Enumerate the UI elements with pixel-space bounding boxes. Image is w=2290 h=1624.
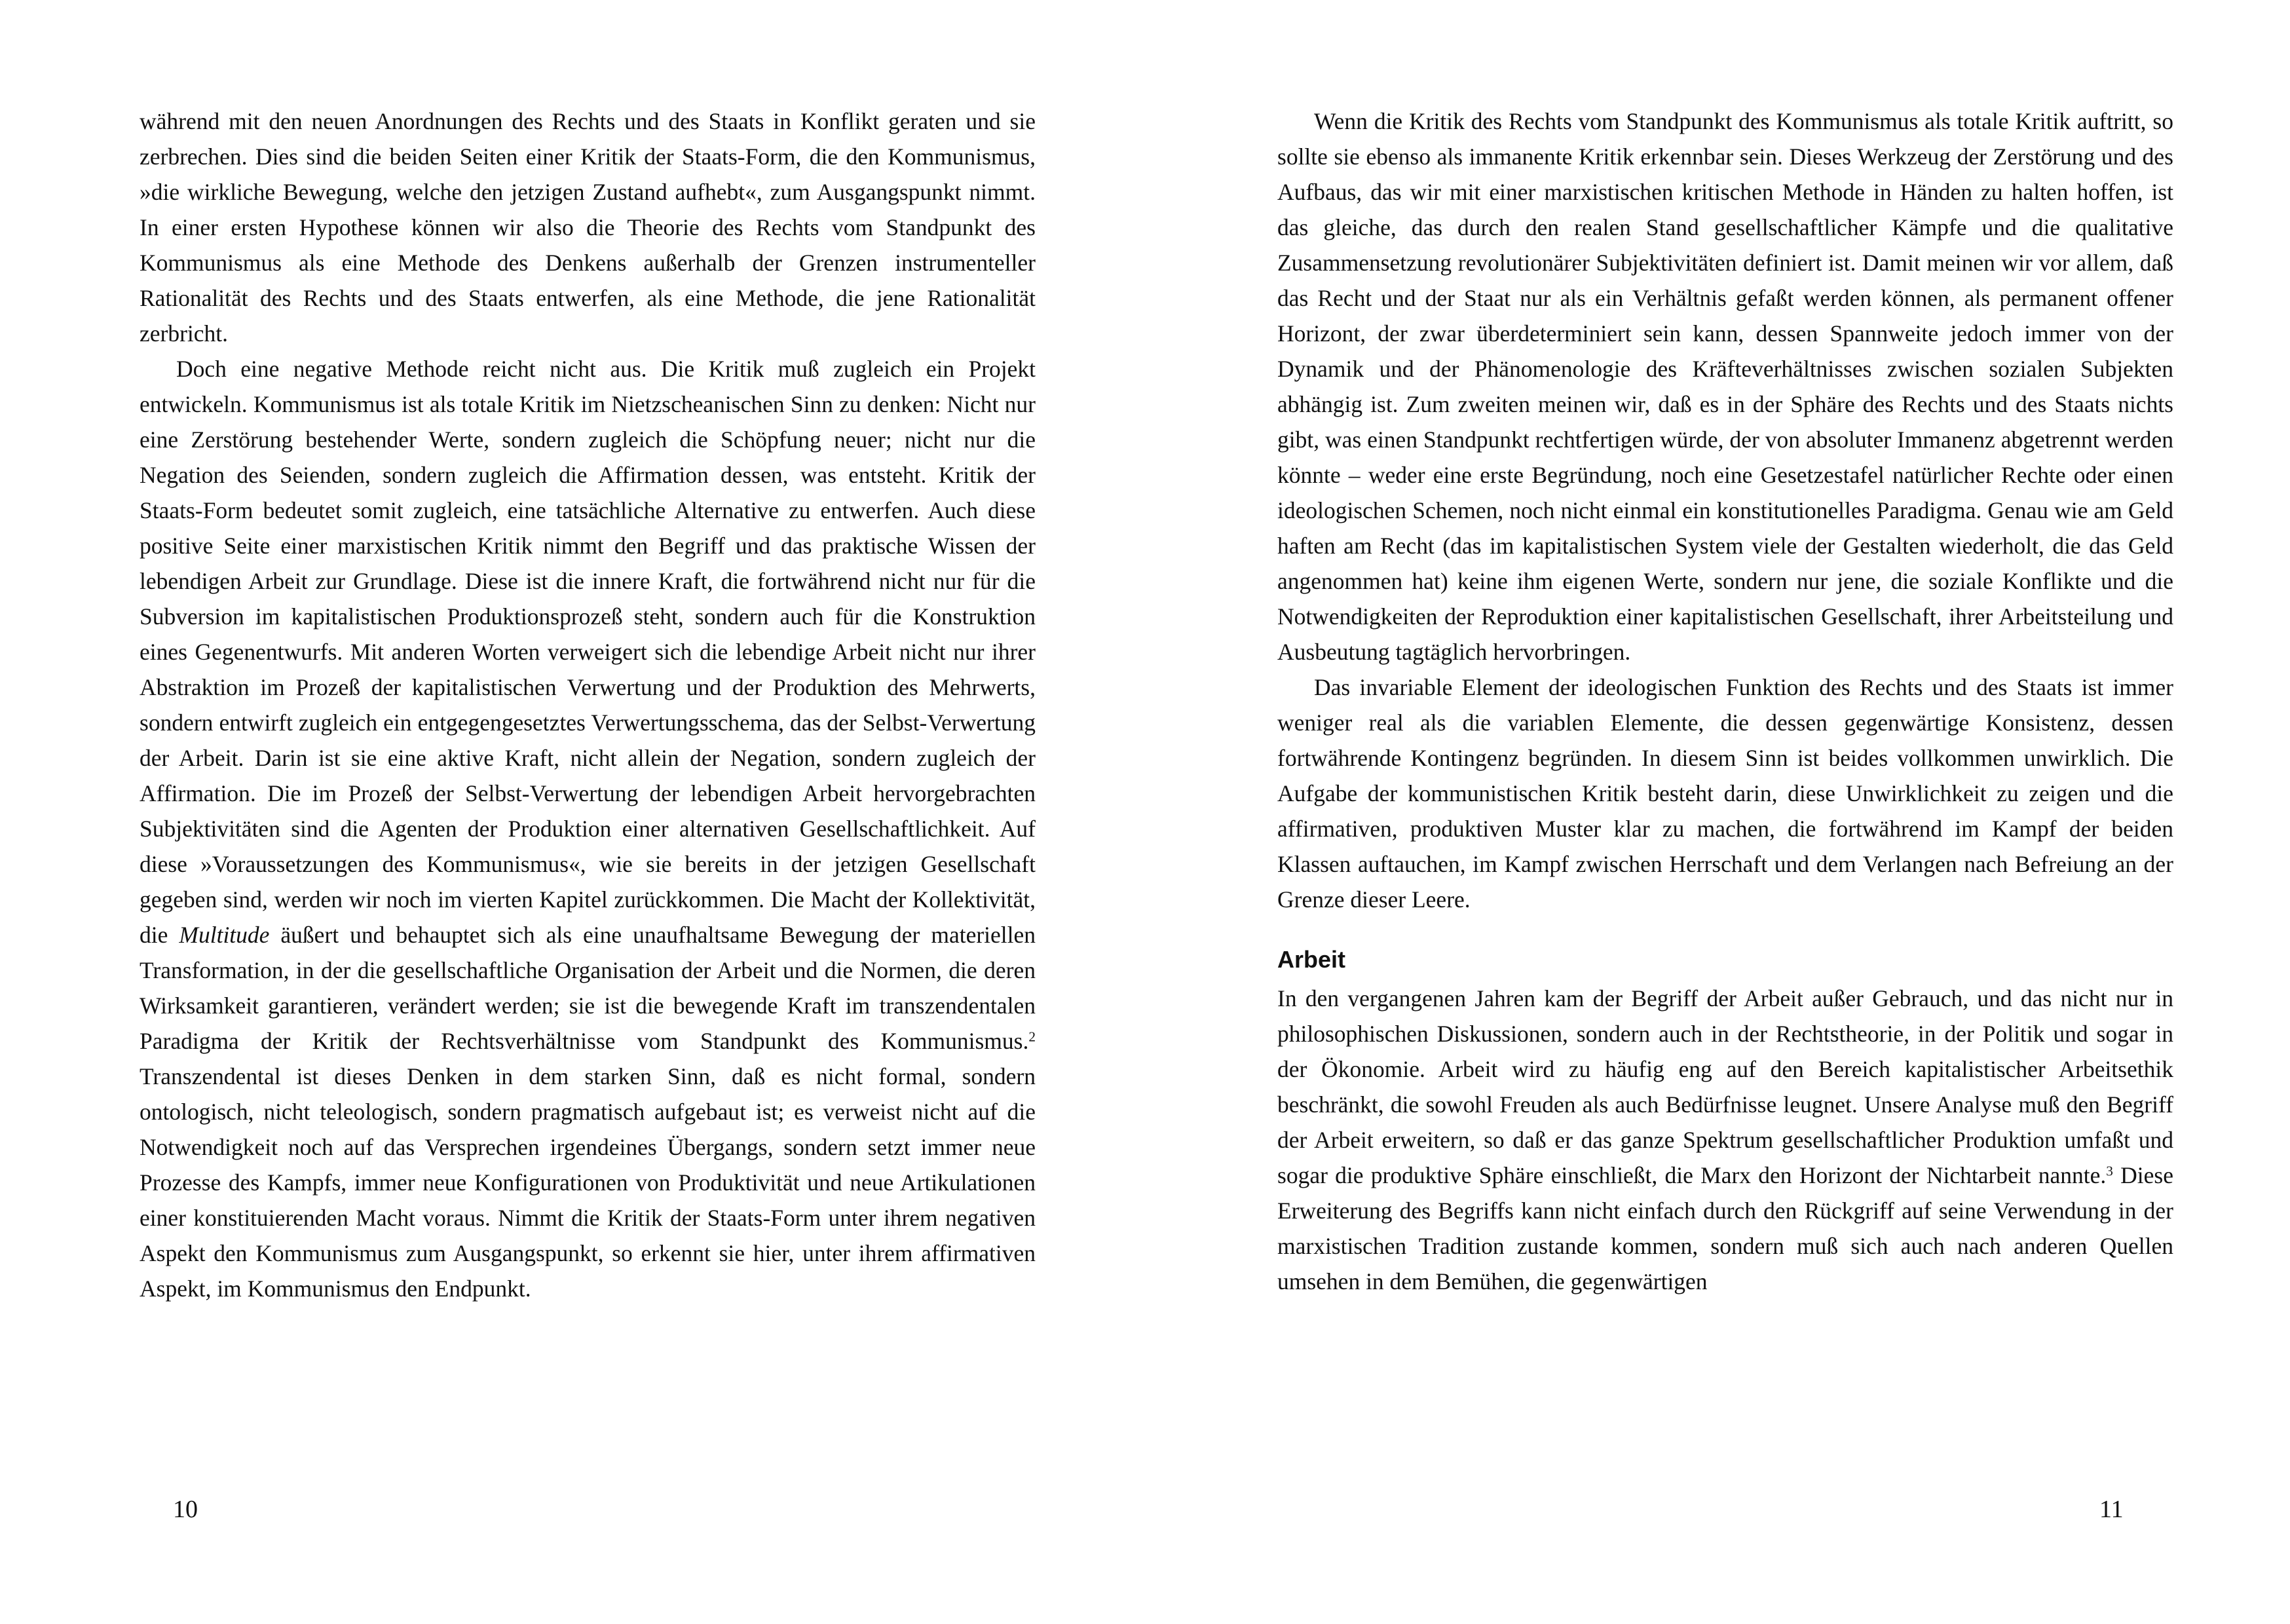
page-number: 10: [173, 1496, 198, 1523]
paragraph: [1277, 981, 2173, 1299]
footnote-ref: 2: [1028, 1029, 1036, 1045]
italic-term: Multitude: [179, 922, 270, 948]
text-segment: während mit den neuen Anordnungen des Rechts und des Staats in Konflikt geraten und sie zerbrechen. Dies sind die beiden Seiten einer Kritik der Staats-Form, die den Kommunismus, »die wirkliche Bewegung, welche den jetzigen Zustand aufhebt«, zum Ausgangspunkt nimmt. In einer ersten Hypothese können wir also die Theorie des Rechts vom Standpunkt des Kommunismus als eine Methode des Denkens außerhalb der Grenzen instrumenteller Rationalität des Rechts und des Staats entwerfen, als eine Methode, die jene Rationalität zerbricht.: [140, 108, 1036, 347]
footnote-ref: 3: [2106, 1163, 2113, 1179]
text-segment: Doch eine negative Methode reicht nicht aus. Die Kritik muß zugleich ein Projekt entwickeln. Kommunismus ist als totale Kritik im Nietzscheanischen Sinn zu denken: Nicht nur eine Zerstörung bestehender Werte, sondern zugleich die Schöpfung neuer; nicht nur die Negation des Seienden, sondern zugleich die Affirmation dessen, was entsteht. Kritik der Staats-Form bedeutet somit zugleich, eine tatsächliche Alternative zu entwerfen. Auch diese positive Seite einer marxistischen Kritik nimmt den Begriff und das praktische Wissen der lebendigen Arbeit zur Grundlage. Diese ist die innere Kraft, die fortwährend nicht nur für die Subversion im kapitalistischen Produktionsprozeß steht, sondern auch für die Konstruktion eines Gegenentwurfs. Mit anderen Worten verweigert sich die lebendige Arbeit nicht nur ihrer Abstraktion im Prozeß der kapitalistischen Verwertung und der Produktion des Mehrwerts, sondern entwirft zugleich ein entgegengesetztes Verwertungsschema, das der Selbst-Verwertung der Arbeit. Darin ist sie eine aktive Kraft, nicht allein der Negation, sondern zugleich der Affirmation. Die im Prozeß der Selbst-Verwertung der lebendigen Arbeit hervorgebrachten Subjektivitäten sind die Agenten der Produktion einer alternativen Gesellschaftlichkeit. Auf diese »Voraussetzungen des Kommunismus«, wie sie bereits in der jetzigen Gesellschaft gegeben sind, werden wir noch im vierten Kapitel zurückkommen. Die Macht der Kollektivität, die: [140, 356, 1036, 948]
section-heading: Arbeit: [1277, 946, 1346, 973]
text-segment: Transzendental ist dieses Denken in dem starken Sinn, daß es nicht formal, sondern ontologisch, nicht teleologisch, sondern pragmatisch aufgebaut ist; es verweist nicht auf die Notwendigkeit noch auf das Versprechen irgendeines Übergangs, sondern setzt immer neue Prozesse des Kampfs, immer neue Konfigurationen von Produktivität und neue Artikulationen einer konstituierenden Macht voraus. Nimmt die Kritik der Staats-Form unter ihrem negativen Aspekt den Kommunismus zum Ausgangspunkt, so erkennt sie hier, unter ihrem affirmativen Aspekt, im Kommunismus den Endpunkt.: [140, 1063, 1036, 1302]
paragraph: [1277, 670, 2173, 917]
paragraph: [140, 104, 1036, 351]
right-page-body: [1277, 104, 2173, 1299]
text-segment: In den vergangenen Jahren kam der Begriff der Arbeit außer Gebrauch, und das nicht nur in philosophischen Diskussionen, sondern auch in der Rechtstheorie, in der Politik und sogar in der Ökonomie. Arbeit wird zu häufig eng auf den Bereich kapitalistischer Arbeitsethik beschränkt, die sowohl Freuden als auch Bedürfnisse leugnet. Unsere Analyse muß den Begriff der Arbeit erweitern, so daß er das ganze Spektrum gesellschaftlicher Produktion umfaßt und sogar die produktive Sphäre einschließt, die Marx den Horizont der Nichtarbeit nannte.: [1277, 985, 2173, 1188]
text-segment: äußert und behauptet sich als eine unaufhaltsame Bewegung der materiellen Transformation, in der die gesellschaftliche Organisation der Arbeit und die Normen, die deren Wirksamkeit garantieren, verändert werden; sie ist die bewegende Kraft im transzendentalen Paradigma der Kritik der Rechtsverhältnisse vom Standpunkt des Kommunismus.: [140, 922, 1036, 1054]
left-page-body: [140, 104, 1036, 1306]
paragraph: [1277, 104, 2173, 670]
text-segment: Diese Erweiterung des Begriffs kann nicht einfach durch den Rückgriff auf seine Verwendung in der marxistischen Tradition zustande kommen, sondern muß sich auch nach anderen Quellen umsehen in dem Bemühen, die gegenwärtigen: [1277, 1162, 2173, 1294]
paragraph: [140, 351, 1036, 1306]
page-number: 11: [2099, 1496, 2124, 1523]
text-segment: Wenn die Kritik des Rechts vom Standpunkt des Kommunismus als totale Kritik auftritt, so sollte sie ebenso als immanente Kritik erkennbar sein. Dieses Werkzeug der Zerstörung und des Aufbaus, das wir mit einer marxistischen kritischen Methode in Händen zu halten hoffen, ist das gleiche, das durch den realen Stand gesellschaftlicher Kämpfe und die qualitative Zusammensetzung revolutionärer Subjektivitäten definiert ist. Damit meinen wir vor allem, daß das Recht und der Staat nur als ein Verhältnis gefaßt werden können, als permanent offener Horizont, der zwar überdeterminiert sein kann, dessen Spannweite jedoch immer von der Dynamik und der Phänomenologie des Kräfteverhältnisses zwischen sozialen Subjekten abhängig ist. Zum zweiten meinen wir, daß es in der Sphäre des Rechts und des Staats nichts gibt, was einen Standpunkt rechtfertigen würde, der von absoluter Immanenz abgetrennt werden könnte – weder eine erste Begründung, noch eine Gesetzestafel natürlicher Rechte oder einen ideologischen Schemen, noch nicht einmal ein konstitutionelles Paradigma. Genau wie am Geld haften am Recht (das im kapitalistischen System viele der Gestalten wiederholt, die das Geld angenommen hat) keine ihm eigenen Werte, sondern nur jene, die soziale Konflikte und die Notwendigkeiten der Reproduktion einer kapitalistischen Gesellschaft, ihrer Arbeitsteilung und Ausbeutung tagtäglich hervorbringen.: [1277, 108, 2173, 665]
text-segment: Das invariable Element der ideologischen Funktion des Rechts und des Staats ist immer weniger real als die variablen Elemente, die dessen gegenwärtige Konsistenz, dessen fortwährende Kontingenz begründen. In diesem Sinn ist beides vollkommen unwirklich. Die Aufgabe der kommunistischen Kritik besteht darin, diese Unwirklichkeit zu zeigen und die affirmativen, produktiven Muster klar zu machen, die fortwährend im Kampf der beiden Klassen auftauchen, im Kampf zwischen Herrschaft und dem Verlangen nach Befreiung an der Grenze dieser Leere.: [1277, 674, 2173, 913]
right-page: [1145, 0, 2290, 1624]
